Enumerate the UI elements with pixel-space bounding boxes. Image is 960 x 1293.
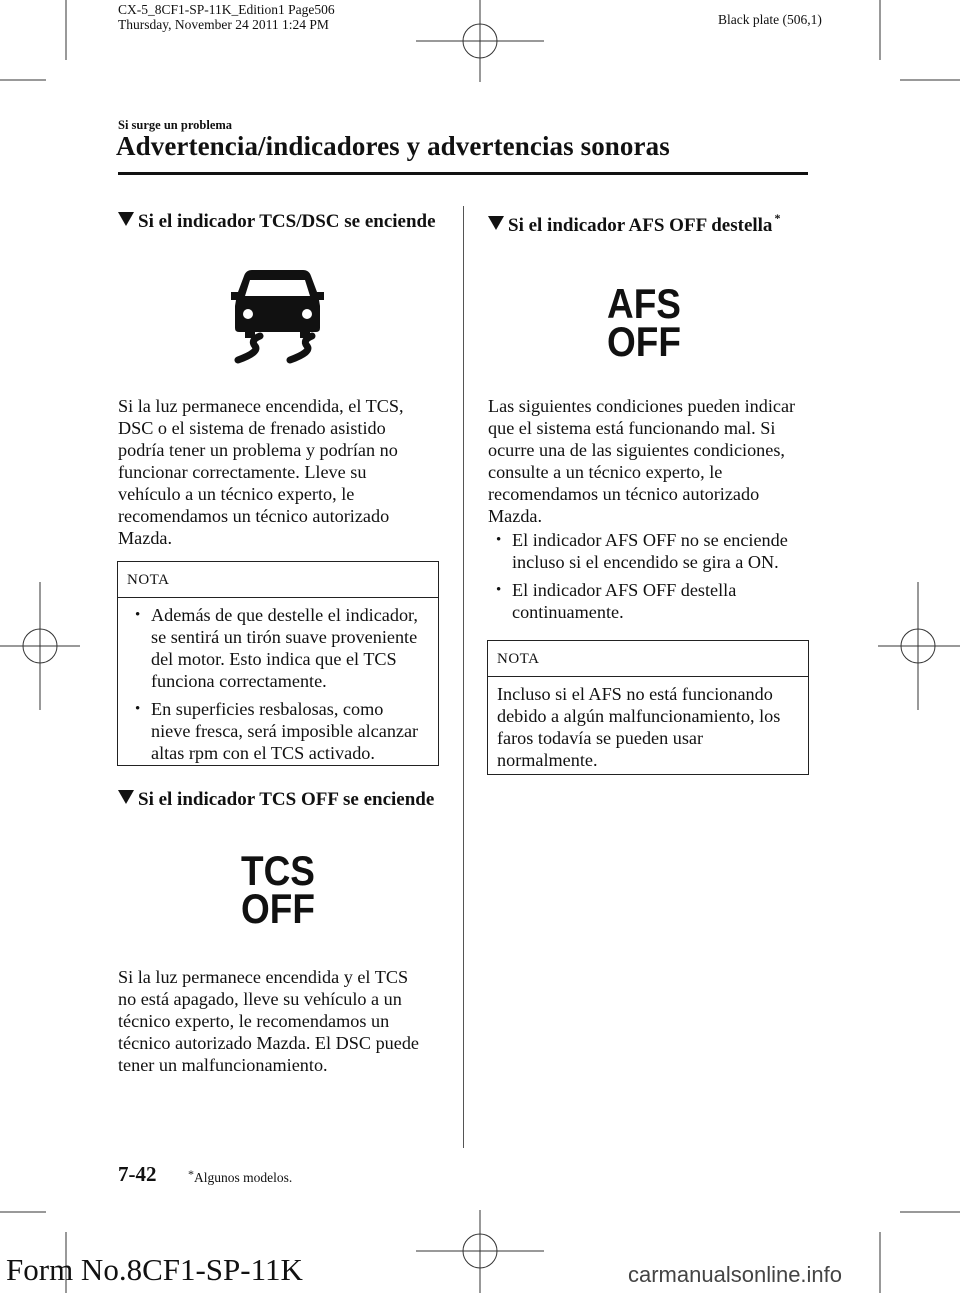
footer-note: *Algunos modelos.: [188, 1167, 293, 1185]
text-line: recomendamos un técnico autorizado: [118, 506, 390, 526]
page-number: 7-42: [118, 1162, 157, 1186]
form-number: Form No.8CF1-SP-11K: [6, 1252, 303, 1287]
asterisk-marker: *: [774, 211, 781, 225]
column-divider: [463, 206, 464, 1148]
tcs-off-indicator-icon: TCS OFF: [241, 847, 315, 932]
triangle-marker-icon: [118, 212, 134, 226]
note-label: NOTA: [118, 562, 438, 598]
page-title: Advertencia/indicadores y advertencias sonoras: [116, 131, 670, 161]
header-rule: [118, 172, 808, 175]
afs-off-paragraph: [488, 395, 818, 527]
afs-off-indicator-icon: AFS OFF: [607, 280, 681, 365]
note-body: [118, 598, 438, 780]
section-heading-afs-off: Si el indicador AFS OFF destella *: [488, 211, 780, 237]
text-line: no está apagado, lleve su vehículo a un: [118, 989, 402, 1009]
list-item: • En superficies resbalosas, como nieve fresca, será imposible alcanzar altas rpm con el TCS activado.: [127, 698, 429, 764]
text-line: técnico experto, le recomendamos un: [118, 1011, 390, 1031]
text-line: DSC o el sistema de frenado asistido: [118, 418, 386, 438]
note-box-afs: [487, 640, 809, 775]
asterisk-marker: *: [188, 1167, 194, 1181]
tcs-dsc-skid-car-icon: [230, 266, 325, 366]
text-line: Las siguientes condiciones pueden indicar: [488, 396, 796, 416]
text-line: Mazda.: [488, 506, 543, 526]
text-line: normalmente.: [497, 750, 598, 770]
note-bullet-list: [127, 604, 429, 764]
text-line: funcionar correctamente. Lleve su: [118, 462, 367, 482]
text-line: Si la luz permanece encendida, el TCS,: [118, 396, 404, 416]
print-info-line2: Thursday, November 24 2011 1:24 PM: [118, 17, 329, 32]
text-line: Incluso si el AFS no está funcionando: [497, 684, 773, 704]
print-info-line1: CX-5_8CF1-SP-11K_Edition1 Page506: [118, 2, 335, 17]
section-heading-tcs-dsc: Si el indicador TCS/DSC se enciende: [118, 211, 436, 233]
text-line: debido a algún malfuncionamiento, los: [497, 706, 781, 726]
watermark: carmanualsonline.info: [628, 1262, 843, 1287]
section-heading-tcs-off: Si el indicador TCS OFF se enciende: [118, 789, 434, 811]
breadcrumb: Si surge un problema: [118, 118, 233, 132]
note-label: NOTA: [488, 641, 808, 677]
afs-condition-list: [488, 529, 818, 629]
text-line: faros todavía se pueden usar: [497, 728, 704, 748]
print-info: [118, 2, 335, 32]
list-item: • El indicador AFS OFF destella continuamente.: [488, 579, 818, 623]
tcs-dsc-paragraph: [118, 395, 448, 549]
text-line: que el sistema está funcionando mal. Si: [488, 418, 776, 438]
note-body: [488, 677, 808, 781]
text-line: tener un malfuncionamiento.: [118, 1055, 328, 1075]
text-line: ocurre una de las siguientes condiciones,: [488, 440, 785, 460]
text-line: Mazda.: [118, 528, 173, 548]
note-box-tcs-dsc: [117, 561, 439, 766]
list-item: • El indicador AFS OFF no se enciende incluso si el encendido se gira a ON.: [488, 529, 818, 573]
text-line: podría tener un problema y podrían no: [118, 440, 398, 460]
text-line: recomendamos un técnico autorizado: [488, 484, 760, 504]
text-line: consulte a un técnico experto, le: [488, 462, 723, 482]
text-line: vehículo a un técnico experto, le: [118, 484, 355, 504]
triangle-marker-icon: [488, 216, 504, 230]
list-item: • Además de que destelle el indicador, se sentirá un tirón suave proveniente del motor. Esto indica que el TCS funciona correctamente.: [127, 604, 429, 692]
plate-info: Black plate (506,1): [718, 12, 822, 27]
text-line: Si la luz permanece encendida y el TCS: [118, 967, 409, 987]
text-line: técnico autorizado Mazda. El DSC puede: [118, 1033, 419, 1053]
triangle-marker-icon: [118, 790, 134, 804]
tcs-off-paragraph: [118, 966, 458, 1076]
